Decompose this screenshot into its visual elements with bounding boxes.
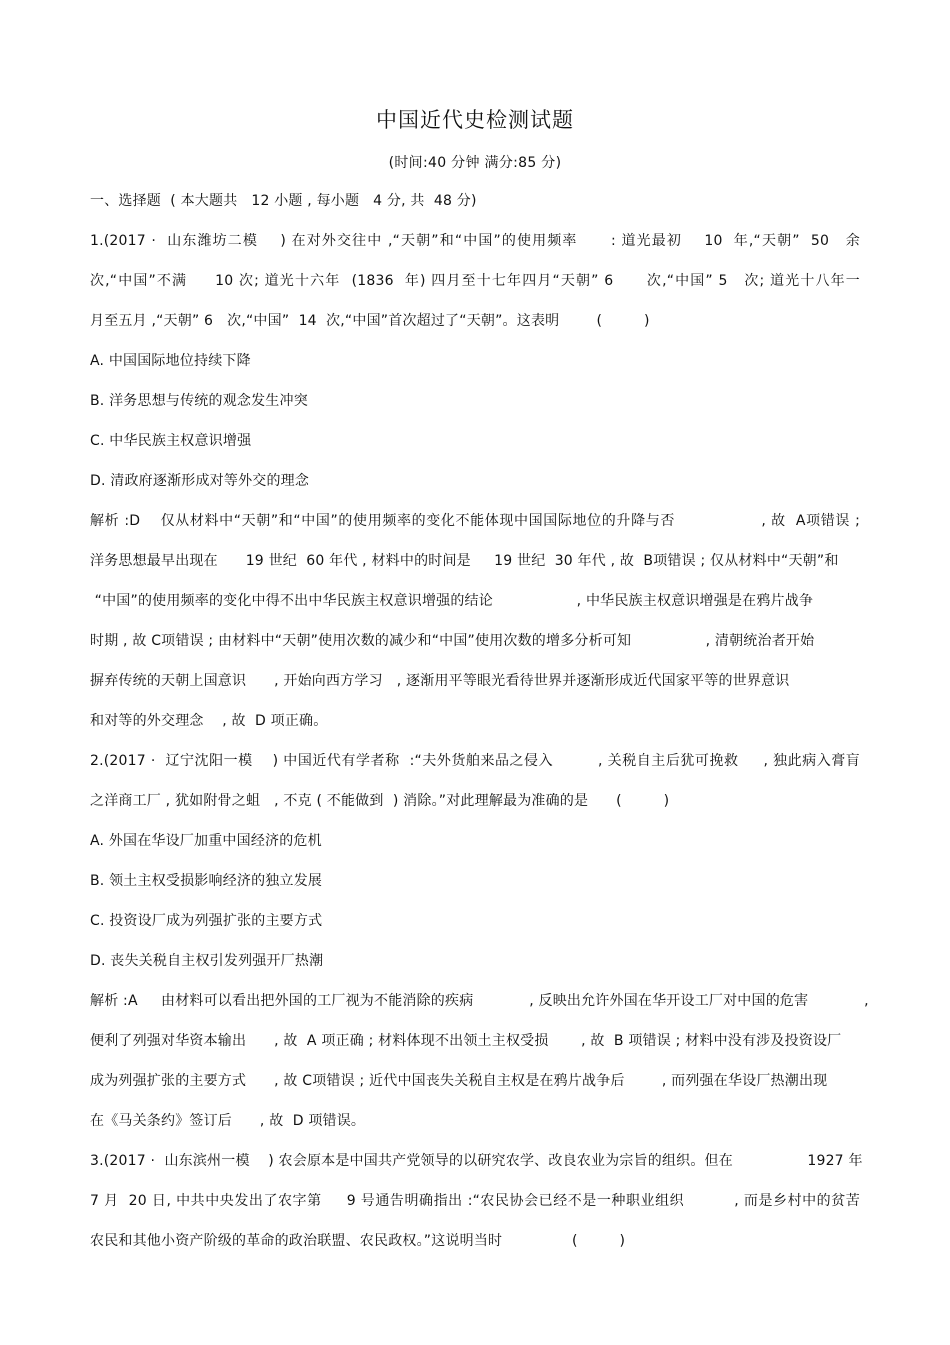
analysis-block [90,987,880,1147]
question-text-line: 月至五月 ,“天朝” 6 次,“中国” 14 次,“中国”首次超过了“天朝”。这表明 ( ) [90,313,650,329]
option-text-line: B. 领土主权受损影响经济的独立发展 [90,873,323,889]
question-text-line: 次,“中国”不满 10 次; 道光十六年 (1836 年) 四月至十七年四月“天朝” 6 次,“中国” 5 次; 道光十八年一 [90,273,860,289]
option-block [90,827,880,867]
question-text-line: 3.(2017 · 山东滨州一模 ) 农会原本是中国共产党领导的以研究农学、改良农业为宗旨的组织。但在 1927 年 [90,1153,863,1169]
analysis-text-line: 在《马关条约》签订后 , 故 D 项错误。 [90,1113,366,1129]
question-block [90,747,880,827]
option-block [90,467,880,507]
document-subtitle: (时间:40 分钟 满分:85 分) [388,155,562,171]
question-text-line: 1.(2017 · 山东潍坊二模 ) 在对外交往中 ,“天朝”和“中国”的使用频率 : 道光最初 10 年,“天朝” 50 余 [90,233,860,249]
analysis-text-line: 成为列强扩张的主要方式 , 故 C项错误 ; 近代中国丧失关税自主权是在鸦片战争后 , 而列强在华设厂热潮出现 [90,1073,828,1089]
analysis-text-line: 时期 , 故 C项错误 ; 由材料中“天朝”使用次数的减少和“中国”使用次数的增多分析可知 , 清朝统治者开始 [90,633,815,649]
option-text-line: B. 洋务思想与传统的观念发生冲突 [90,393,308,409]
analysis-text-line: 解析 :D 仅从材料中“天朝”和“中国”的使用频率的变化不能体现中国国际地位的升降与否 , 故 A项错误 ; [90,513,860,529]
option-block [90,347,880,387]
section-text-line: 一、选择题 ( 本大题共 12 小题 , 每小题 4 分, 共 48 分) [90,193,477,209]
analysis-text-line: 洋务思想最早出现在 19 世纪 60 年代 , 材料中的时间是 19 世纪 30 年代 , 故 B项错误 ; 仅从材料中“天朝”和 [90,553,839,569]
option-text-line: C. 投资设厂成为列强扩张的主要方式 [90,913,323,929]
option-block [90,947,880,987]
analysis-text-line: 便利了列强对华资本输出 , 故 A 项正确 ; 材料体现不出领土主权受损 , 故 B 项错误 ; 材料中没有涉及投资设厂 [90,1033,842,1049]
question-block [90,1147,880,1267]
analysis-text-line: 和对等的外交理念 , 故 D 项正确。 [90,713,328,729]
option-block [90,427,880,467]
option-text-line: D. 清政府逐渐形成对等外交的理念 [90,473,310,489]
option-text-line: D. 丧失关税自主权引发列强开厂热潮 [90,953,324,969]
option-text-line: C. 中华民族主权意识增强 [90,433,252,449]
analysis-text-line: “中国”的使用频率的变化中得不出中华民族主权意识增强的结论 , 中华民族主权意识增强是在鸦片战争 [90,593,814,609]
option-text-line: A. 中国国际地位持续下降 [90,353,251,369]
question-text-line: 2.(2017 · 辽宁沈阳一模 ) 中国近代有学者称 :“夫外货舶来品之侵入 , 关税自主后犹可挽救 , 独此病入膏肓 [90,753,860,769]
option-text-line: A. 外国在华设厂加重中国经济的危机 [90,833,322,849]
document-title: 中国近代史检测试题 [376,108,574,132]
section-block [90,187,880,227]
question-text-line: 之洋商工厂 , 犹如附骨之蛆 , 不克 ( 不能做到 ) 消除。”对此理解最为准确的是 ( ) [90,793,670,809]
question-block [90,227,880,347]
question-text-line: 7 月 20 日, 中共中央发出了农字第 9 号通告明确指出 :“农民协会已经不是一种职业组织 , 而是乡村中的贫苦 [90,1193,860,1209]
analysis-block [90,507,880,747]
analysis-text-line: 解析 :A 由材料可以看出把外国的工厂视为不能消除的疾病 , 反映出允许外国在华开设工厂对中国的危害 , [90,993,869,1009]
option-block [90,387,880,427]
document-body [90,187,880,1267]
question-text-line: 农民和其他小资产阶级的革命的政治联盟、农民政权。”这说明当时 ( ) [90,1233,626,1249]
analysis-text-line: 摒弃传统的天朝上国意识 , 开始向西方学习 , 逐渐用平等眼光看待世界并逐渐形成近代国家平等的世界意识 [90,673,790,689]
option-block [90,867,880,907]
option-block [90,907,880,947]
